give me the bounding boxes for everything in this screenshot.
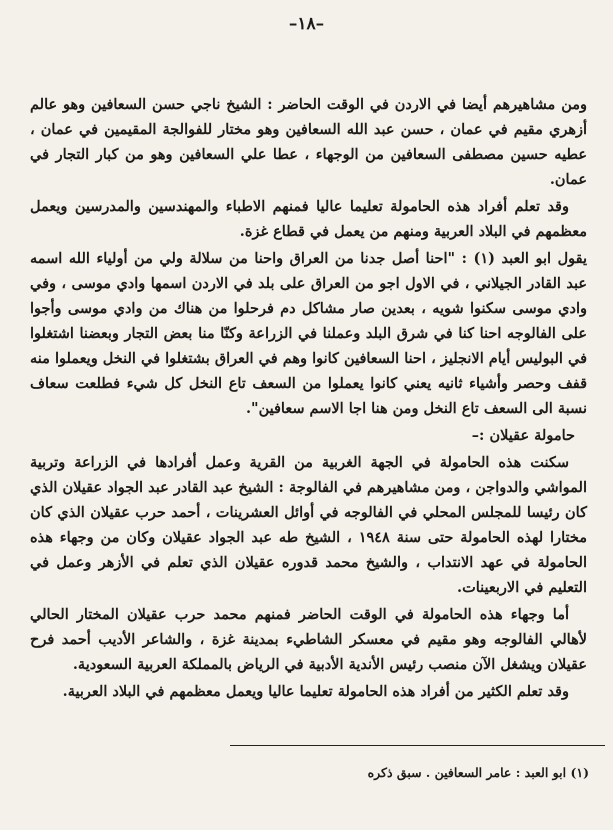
- paragraph-education: وقد تعلم أفراد هذه الحامولة تعليما عاليا فمنهم الاطباء والمهندسين والمدرسين ويعمل معظمهم في البلاد العربية ومنهم من يعمل في قطاع غزة.: [30, 198, 587, 240]
- paragraph-aqilan-residence: سكنت هذه الحامولة في الجهة الغربية من القرية وعمل أفرادها في الزراعة وتربية المواشي والدواجن ، ومن مشاهيرهم في الفالوجة : الشيخ عبد القادر عبد الجواد عقيلان الذي كان رئيسا للمجلس المحلي في الفالوجه في أوائل العشرينات ، أحمد حرب عقيلان الذي كان مختارا لهذه الحامولة حتى سنة ١٩٤٨ ، الشيخ طه عبد الجواد عقيلان وكان من وجهاء هذه الحامولة في عهد الانتداب ، والشيخ محمد قدوره عقيلان الذي تعلم في الأزهر وعمل في التعليم في الاربعينات.: [30, 454, 587, 596]
- page-number: –١٨–: [288, 14, 325, 34]
- footnote-divider: [230, 745, 605, 746]
- body-text: [30, 92, 587, 706]
- paragraph-aqilan-notables: أما وجهاء هذه الحامولة في الوقت الحاضر فمنهم محمد حرب عقيلان المختار الحالي لأهالي الفالوجه وهو مقيم في معسكر الشاطيء بمدينة غزة ، والشاعر الأديب أحمد فرح عقيلان ويشغل الآن منصب رئيس الأندية الأدبية في الرياض بالمملكة العربية السعودية.: [30, 606, 587, 673]
- paragraph-notables-jordan: ومن مشاهيرهم أيضا في الاردن في الوقت الحاضر : الشيخ ناجي حسن السعافين وهو عالم أزهري مقيم في عمان ، حسن عبد الله السعافين وهو مختار للفوالجة المقيمين في عمان ، عطيه حسين مصطفى السعافين من الوجهاء ، عطا علي السعافين وهو من كبار التجار في عمان.: [30, 96, 587, 188]
- section-heading: حامولة عقيلان :–: [471, 427, 575, 444]
- paragraph-aqilan-education: وقد تعلم الكثير من أفراد هذه الحامولة تعليما عاليا ويعمل معظمهم في البلاد العربية.: [62, 683, 569, 700]
- paragraph-quote-abu-alabd: يقول ابو العبد (١) : "احنا أصل جدنا من العراق واحنا من سلالة ولي من أولياء الله اسمه عبد القادر الجيلاني ، في الاول اجو من العراق على بلد في الاردن اسمها وادي موسى ، وفي وادي موسى سكنوا شويه ، بعدين صار مشاكل دم فرحلوا من هناك من وادي موسى وأجوا على الفالوجه احنا كنا في شرق البلد وعملنا في الزراعة وكنّا منا بعض التجار وبعضنا اشتغلوا في البوليس أيام الانجليز ، احنا السعافين كانوا وهم في العراق بشتغلوا في النخل ويعملوا منه قفف وحصر وأشياء ثانيه يعني كانوا يعملوا من السعف تاع النخل كل شيء فطلعت سعاف نسبة الى السعف تاع النخل ومن هنا اجا الاسم سعافين".: [30, 250, 587, 417]
- footnote: (١) ابو العبد : عامر السعافين . سبق ذكره: [367, 765, 589, 780]
